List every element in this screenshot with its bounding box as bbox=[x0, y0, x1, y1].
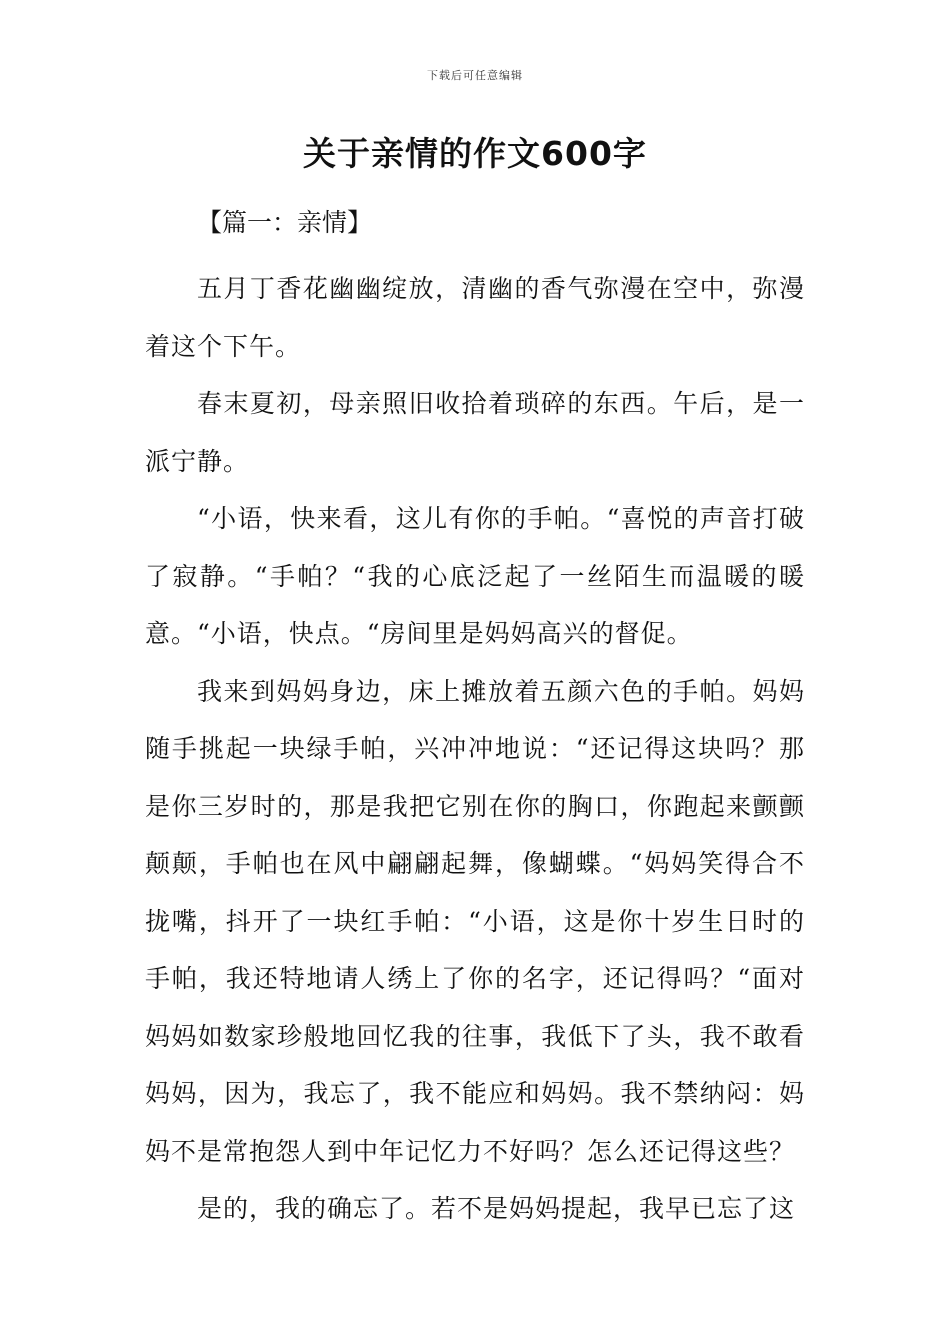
paragraph-5: 是的，我的确忘了。若不是妈妈提起，我早已忘了这 bbox=[197, 1194, 796, 1223]
header-note: 下载后可任意编辑 bbox=[427, 69, 523, 82]
document-body bbox=[145, 260, 805, 1238]
paragraph-1: 五月丁香花幽幽绽放，清幽的香气弥漫在空中，弥漫着这个下午。 bbox=[145, 274, 805, 361]
paragraph-3: “小语，快来看，这儿有你的手帕。“喜悦的声音打破了寂静。“手帕？“我的心底泛起了一丝陌生而温暖的暖意。“小语，快点。“房间里是妈妈高兴的督促。 bbox=[145, 504, 805, 648]
document-title: 关于亲情的作文600字 bbox=[303, 134, 647, 173]
paragraph-2: 春末夏初，母亲照旧收拾着琐碎的东西。午后，是一派宁静。 bbox=[145, 389, 805, 476]
section-label: 【篇一：亲情】 bbox=[197, 208, 373, 237]
paragraph-4: 我来到妈妈身边，床上摊放着五颜六色的手帕。妈妈随手挑起一块绿手帕，兴冲冲地说：“还记得这块吗？那是你三岁时的，那是我把它别在你的胸口，你跑起来颤颤颠颠，手帕也在风中翩翩起舞，像蝴蝶。“妈妈笑得合不拢嘴，抖开了一块红手帕：“小语，这是你十岁生日时的手帕，我还特地请人绣上了你的名字，还记得吗？“面对妈妈如数家珍般地回忆我的往事，我低下了头，我不敢看妈妈，因为，我忘了，我不能应和妈妈。我不禁纳闷：妈妈不是常抱怨人到中年记忆力不好吗？怎么还记得这些？ bbox=[145, 676, 805, 1166]
